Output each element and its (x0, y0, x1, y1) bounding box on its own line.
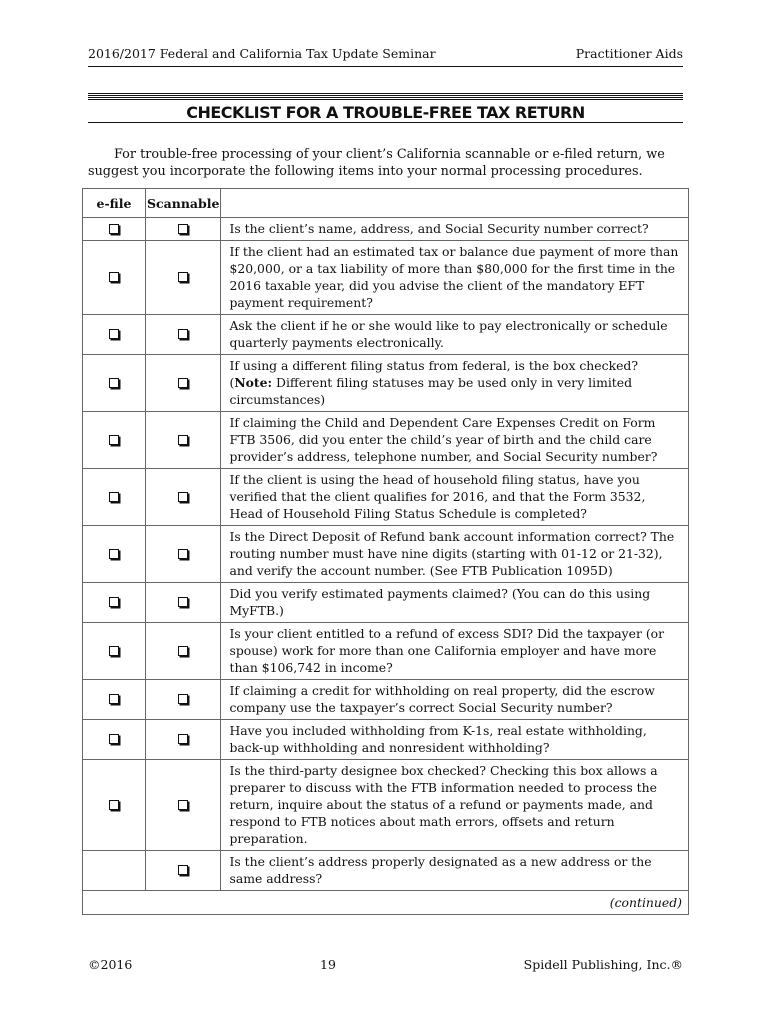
scannable-checkbox-icon[interactable] (178, 378, 188, 388)
checklist-row (83, 760, 689, 851)
item-text: Did you verify estimated payments claimed? (You can do this using MyFTB.) (229, 586, 651, 618)
scannable-cell (146, 241, 221, 315)
scannable-cell (146, 315, 221, 355)
scannable-cell (146, 680, 221, 720)
checklist-item-text (221, 412, 689, 469)
checklist-row (83, 218, 689, 241)
scannable-checkbox-icon[interactable] (178, 800, 188, 810)
scannable-checkbox-icon[interactable] (178, 272, 188, 282)
checklist-table (82, 188, 689, 915)
item-text: Is the client’s name, address, and Social Security number correct? (229, 221, 649, 236)
efile-cell (83, 412, 146, 469)
intro-paragraph: For trouble-free processing of your client’s California scannable or e-filed return, we suggest you incorporate the following items into your normal processing procedures. (88, 147, 665, 179)
scannable-cell (146, 526, 221, 583)
checklist-item-text (221, 583, 689, 623)
footer-page-number: 19 (320, 957, 336, 972)
checklist-row (83, 583, 689, 623)
header-section-name: Practitioner Aids (575, 46, 683, 61)
item-text: Is your client entitled to a refund of excess SDI? Did the taxpayer (or spouse) work for more than one California employer and have more than $106,742 in income? (229, 626, 665, 675)
footer-copyright: ©2016 (88, 957, 133, 972)
item-text: Have you included withholding from K-1s, real estate withholding, back-up withholding and nonresident withholding? (229, 723, 647, 755)
checklist-item-text (221, 315, 689, 355)
scannable-checkbox-icon[interactable] (178, 865, 188, 875)
scannable-cell (146, 583, 221, 623)
item-text-continued: Different filing statuses may be used only in very limited circumstances) (229, 375, 633, 407)
efile-checkbox-icon[interactable] (109, 272, 119, 282)
scannable-cell (146, 623, 221, 680)
item-text: If the client is using the head of household filing status, have you verified that the client qualifies for 2016, and that the Form 3532, Head of Household Filing Status Schedule is completed? (229, 472, 646, 521)
scannable-checkbox-icon[interactable] (178, 224, 188, 234)
efile-checkbox-icon[interactable] (109, 800, 119, 810)
title-rule-bottom (88, 122, 683, 123)
header-seminar-title: 2016/2017 Federal and California Tax Update Seminar (88, 46, 436, 61)
efile-cell (83, 469, 146, 526)
item-note-label: Note: (234, 375, 273, 390)
scannable-checkbox-icon[interactable] (178, 597, 188, 607)
checklist-item-text (221, 355, 689, 412)
checklist-row (83, 680, 689, 720)
scannable-checkbox-icon[interactable] (178, 492, 188, 502)
item-text: If using a different filing status from federal, is the box checked? ( (229, 358, 638, 390)
table-header-row (83, 189, 689, 218)
checklist-item-text (221, 218, 689, 241)
scannable-checkbox-icon[interactable] (178, 694, 188, 704)
scannable-checkbox-icon[interactable] (178, 435, 188, 445)
item-text: If the client had an estimated tax or balance due payment of more than $20,000, or a tax liability of more than $80,000 for the first time in the 2016 taxable year, did you advise the client of the mandatory EFT payment requirement? (229, 244, 679, 310)
checklist-row (83, 526, 689, 583)
checklist-row (83, 315, 689, 355)
item-text: Is the client’s address properly designated as a new address or the same address? (229, 854, 652, 886)
checklist-row (83, 851, 689, 891)
page-title: CHECKLIST FOR A TROUBLE-FREE TAX RETURN (186, 103, 585, 122)
efile-cell (83, 623, 146, 680)
checklist-body (83, 218, 689, 891)
efile-cell (83, 315, 146, 355)
checklist-item-text (221, 469, 689, 526)
checklist-row (83, 412, 689, 469)
checklist-item-text (221, 720, 689, 760)
efile-checkbox-icon[interactable] (109, 734, 119, 744)
scannable-cell (146, 412, 221, 469)
checklist-row (83, 469, 689, 526)
efile-checkbox-icon[interactable] (109, 378, 119, 388)
efile-checkbox-icon[interactable] (109, 549, 119, 559)
checklist-item-text (221, 851, 689, 891)
title-rule-top (88, 93, 683, 100)
efile-cell (83, 583, 146, 623)
checklist-item-text (221, 680, 689, 720)
scannable-checkbox-icon[interactable] (178, 549, 188, 559)
item-text: If claiming a credit for withholding on real property, did the escrow company use the taxpayer’s correct Social Security number? (229, 683, 655, 715)
continued-label: (continued) (83, 891, 689, 915)
efile-checkbox-icon[interactable] (109, 492, 119, 502)
efile-cell (83, 760, 146, 851)
scannable-cell (146, 355, 221, 412)
scannable-cell (146, 851, 221, 891)
efile-cell (83, 355, 146, 412)
scannable-checkbox-icon[interactable] (178, 646, 188, 656)
scannable-checkbox-icon[interactable] (178, 329, 188, 339)
checklist-row (83, 355, 689, 412)
efile-cell (83, 218, 146, 241)
scannable-cell (146, 469, 221, 526)
efile-checkbox-icon[interactable] (109, 694, 119, 704)
scannable-cell (146, 218, 221, 241)
efile-checkbox-icon[interactable] (109, 435, 119, 445)
checklist-row (83, 623, 689, 680)
efile-cell (83, 241, 146, 315)
scannable-cell (146, 760, 221, 851)
efile-cell (83, 720, 146, 760)
page-header (88, 46, 683, 61)
header-rule (88, 66, 683, 67)
checklist-item-text (221, 623, 689, 680)
column-header-scannable: Scannable (146, 189, 221, 218)
checklist-item-text (221, 526, 689, 583)
efile-checkbox-icon[interactable] (109, 597, 119, 607)
checklist-item-text (221, 760, 689, 851)
efile-cell (83, 851, 146, 891)
efile-checkbox-icon[interactable] (109, 329, 119, 339)
continued-row (83, 891, 689, 915)
checklist-row (83, 720, 689, 760)
footer-publisher: Spidell Publishing, Inc.® (523, 957, 683, 972)
scannable-cell (146, 720, 221, 760)
column-header-efile: e-file (83, 189, 146, 218)
column-header-item (221, 189, 689, 218)
item-text: If claiming the Child and Dependent Care Expenses Credit on Form FTB 3506, did you enter the child’s year of birth and the child care provider’s address, telephone number, and Social Security number? (229, 415, 658, 464)
item-text: Is the Direct Deposit of Refund bank account information correct? The routing number must have nine digits (starting with 01-12 or 21-32), and verify the account number. (See FTB Publication 1095D) (229, 529, 675, 578)
efile-checkbox-icon[interactable] (109, 224, 119, 234)
efile-checkbox-icon[interactable] (109, 646, 119, 656)
page-footer (88, 957, 683, 972)
checklist-item-text (221, 241, 689, 315)
checklist-row (83, 241, 689, 315)
efile-cell (83, 680, 146, 720)
efile-cell (83, 526, 146, 583)
item-text: Is the third-party designee box checked? Checking this box allows a preparer to discuss with the FTB information needed to process the return, inquire about the status of a refund or payments made, and respond to FTB notices about math errors, offsets and return preparation. (229, 763, 658, 846)
item-text: Ask the client if he or she would like to pay electronically or schedule quarterly payments electronically. (229, 318, 668, 350)
scannable-checkbox-icon[interactable] (178, 734, 188, 744)
